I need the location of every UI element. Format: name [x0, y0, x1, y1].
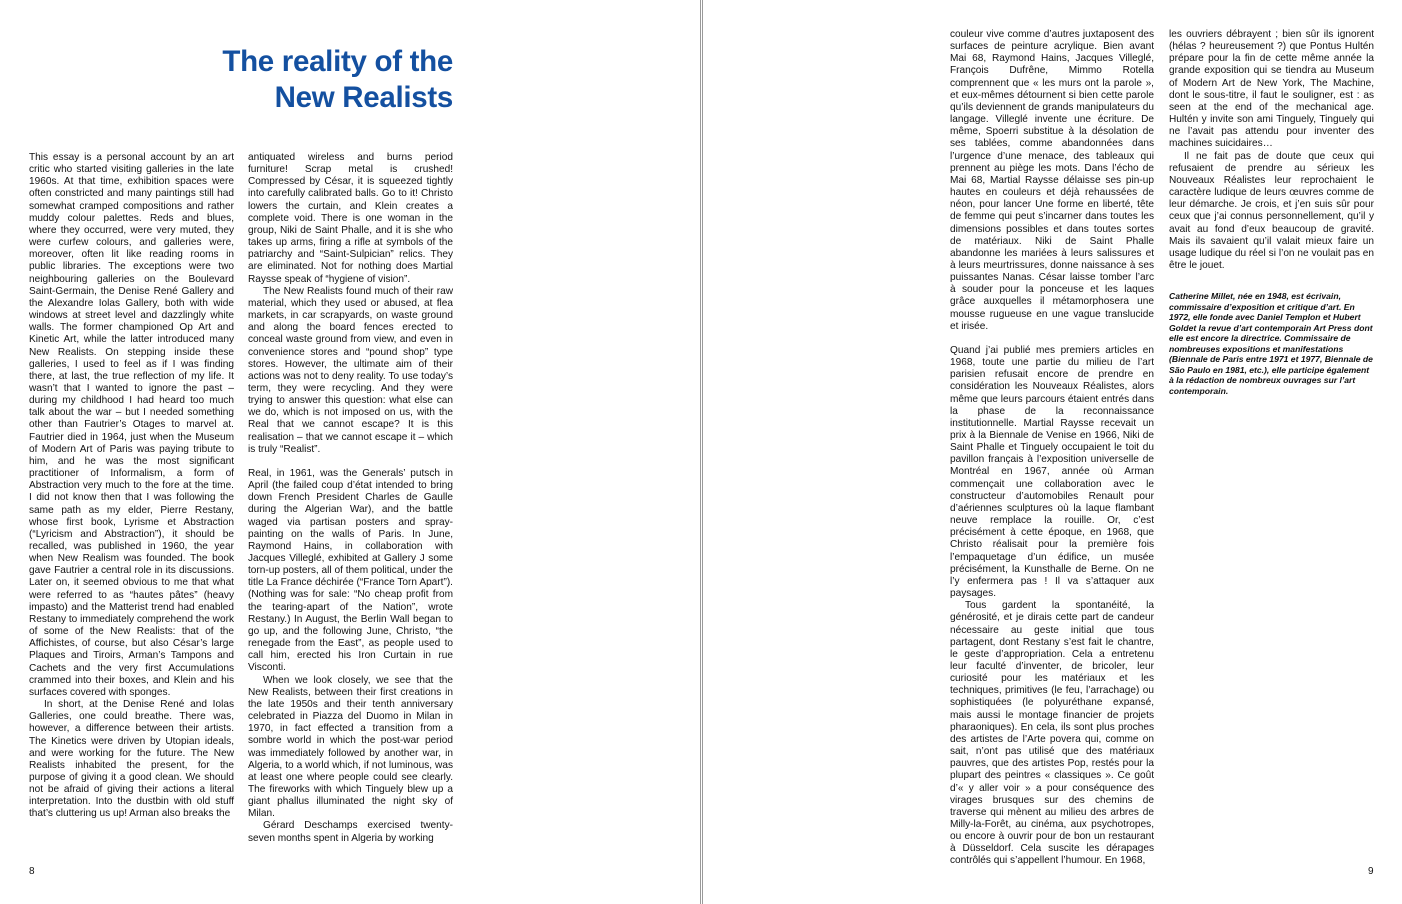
- paragraph: Tous gardent la spontanéité, la générosité, et je dirais cette part de candeur nécessaire au geste initial que tous partagent, dont Restany s’est fait le chantre, le geste d’appropriation. Cela a entretenu leur faculté d’inventer, de bricoler, leur curiosité pour les matériaux et les techniques, primitives (le feu, l’arrachage) ou sophistiquées (le polyuréthane expansé, mais aussi le montage financier de projets pharaoniques). En cela, ils sont plus proches des artistes de l’Arte povera qui, comme on sait, n’ont pas utilisé que des matériaux pauvres, que des artistes Pop, restés pour la plupart des peintres « classiques ». Ce goût d’« y aller voir » a pour conséquence des virages brusques sur des chemins de traverse qui mènent au milieu des arbres de Milly-la-Forêt, au cinéma, aux psychotropes, ou encore à ouvrir pour de bon un restaurant à Düsseldorf. Cela suscite les dérapages contrôlés qui s’appellent l’humour. En 1968,: [950, 600, 1154, 867]
- left-page-column-2: [248, 152, 453, 844]
- author-bio: Catherine Millet, née en 1948, est écrivain, commissaire d’exposition et critique d’art. En 1972, elle fonde avec Daniel Templon et Hubert Goldet la revue d’art contemporain Art Press dont elle est encore la directrice. Commissaire de nombreuses expositions et manifestations (Biennale de Paris entre 1971 et 1977, Biennale de São Paulo en 1981, etc.), elle participe également à la rédaction de nombreux ouvrages sur l’art contemporain.: [1169, 291, 1373, 396]
- title-line-1: The reality of the: [222, 44, 453, 78]
- right-page-column-2: [1169, 29, 1374, 274]
- paragraph: les ouvriers débrayent ; bien sûr ils ignorent (hélas ? heureusement ?) que Pontus Hultén prépare pour la fin de cette même année la grande exposition qui se tiendra au Museum of Modern Art de New York, The Machine, dont le sous-titre, il faut le souligner, est : as seen at the end of the mechanical age. Hultén y invite son ami Tinguely, Tinguely qui ne l’avait pas attendu pour inventer des machines suicidaires…: [1169, 29, 1374, 150]
- paragraph: antiquated wireless and burns period furniture! Scrap metal is crushed! Compressed by César, it is squeezed tightly into carefully calibrated balls. Go to it! Christo lowers the curtain, and Klein creates a complete void. There is one woman in the group, Niki de Saint Phalle, and it is she who takes up arms, firing a rifle at symbols of the patriarchy and “Saint-Sulpician” relics. They are eliminated. Not for nothing does Martial Raysse speak of “hygiene of vision”.: [248, 152, 453, 285]
- paragraph: Gérard Deschamps exercised twenty-seven months spent in Algeria by working: [248, 820, 453, 844]
- paragraph: The New Realists found much of their raw material, which they used or abused, at flea markets, in car scrapyards, on waste ground and along the board fences erected to conceal waste ground from view, and even in convenience stores and “pound shop” type stores. However, the ultimate aim of their actions was not to deny reality. To use today’s term, they were recycling. And they were trying to answer this question: what else can we do, which is not imposed on us, with the Real that we cannot escape? It is this realisation – that we cannot escape it – which is truly “Realist”.: [248, 285, 453, 455]
- article-title: [140, 44, 453, 116]
- right-page-column-1: [950, 29, 1154, 867]
- right-page: [702, 0, 1402, 904]
- paragraph: When we look closely, we see that the New Realists, between their first creations in the late 1950s and their tenth anniversary celebrated in Piazza del Duomo in Milan in 1970, in fact effected a transition from a sombre world in which the post-war period was immediately followed by another war, in Algeria, to a world which, if not luminous, was at least one where people could see clearly. The fireworks with which Tinguely blew up a giant phallus illuminated the night sky of Milan.: [248, 674, 453, 820]
- page-number: 8: [29, 866, 35, 877]
- page-number: 9: [1368, 866, 1374, 877]
- title-line-2: New Realists: [274, 80, 453, 114]
- paragraph: In short, at the Denise René and Iolas Galleries, one could breathe. There was, however, a difference between their artists. The Kinetics were driven by Utopian ideals, and were working for the future. The New Realists inhabited the present, for the purpose of giving it a good clean. We should not be afraid of giving their actions a literal interpretation. Into the dustbin with old stuff that’s cluttering us up! Arman also breaks the: [29, 699, 234, 820]
- paragraph: couleur vive comme d’autres juxtaposent des surfaces de peinture acrylique. Bien avant Mai 68, Raymond Hains, Jacques Villeglé, François Dufrêne, Mimmo Rotella comprennent que « les murs ont la parole », et eux-mêmes détournent si bien cette parole qu’ils deviennent de grands manipulateurs du langage. Villeglé invente une écriture. De même, Spoerri substitue à la désolation de ses tablées, comme abandonnées dans l’urgence d’une menace, des tableaux qui prennent au piège les mots. Dans l’écho de Mai 68, Martial Raysse délaisse ses pin-up hautes en couleurs et déjà rehaussées de néon, pour lancer Une forme en liberté, tête de femme qui peut s’incarner dans toutes les dimensions possibles et dans toutes sortes de matériaux. Niki de Saint Phalle abandonne les mariées à leurs salissures et à leurs meurtrissures, donne naissance à ses puissantes Nanas. César laisse tomber l’arc à souder pour la ponceuse et les laques grâce auxquelles il métamorphosera une mousse rugueuse en une vague translucide et irisée.: [950, 29, 1154, 332]
- paragraph: This essay is a personal account by an art critic who started visiting galleries in the late 1960s. At that time, exhibition spaces were often constricted and many paintings still had somewhat cramped compositions and rather muddy colour palettes. Reds and blues, where they occurred, were very muted, they were curfew colours, and galleries were, moreover, often lit like reading rooms in public libraries. The exceptions were two neighbouring galleries on the Boulevard Saint-Germain, the Denise René Gallery and the Alexandre Iolas Gallery, both with wide windows at street level and dazzlingly white walls. The former championed Op Art and Kinetic Art, while the latter introduced many New Realists. On stepping inside these galleries, I used to feel as if I was finding there, at last, the true reflection of my life. It wasn’t that I wanted to ignore the past – during my childhood I had heard too much talk about the war – but I needed something other than Fautrier’s Otages to marvel at. Fautrier died in 1964, just when the Museum of Modern Art of Paris was paying tribute to him, and he was the most significant practitioner of Informalism, a form of Abstraction very much to the fore at the time. I did not know then that I was following the same path as my elder, Pierre Restany, whose first book, Lyrisme et Abstraction (“Lyricism and Abstraction”), it should be recalled, was published in 1960, the year when New Realism was founded. The book gave Fautrier a central role in its discussions. Later on, it seemed obvious to me that what were referred to as “hautes pâtes” (heavy impasto) and the Matterist trend had enabled Restany to immediately comprehend the work of some of the New Realists: that of the Affichistes, of course, but also César’s large Plaques and Tiroirs, Arman’s Tampons and Cachets and the very first Accumulations crammed into their boxes, and Klein and his surfaces covered with sponges.: [29, 152, 234, 698]
- paragraph: Il ne fait pas de doute que ceux qui refusaient de prendre au sérieux les Nouveaux Réalistes leur reprochaient le caractère ludique de leurs œuvres comme de leur démarche. Je crois, et j’en suis sûr pour ceux que j’ai connus personnellement, qu’il y avait au fond d’eux beaucoup de gravité. Mais ils savaient qu’il valait mieux faire un usage ludique du réel si l’on ne voulait pas en être le jouet.: [1169, 150, 1374, 271]
- paragraph: Real, in 1961, was the Generals’ putsch in April (the failed coup d’état intended to bring down French President Charles de Gaulle during the Algerian War), and the battle waged via partisan posters and spray-painting on the walls of Paris. In June, Raymond Hains, in collaboration with Jacques Villeglé, exhibited at Gallery J some torn-up posters, all of them political, under the title La France déchirée (“France Torn Apart”). (Nothing was for sale: “No cheap profit from the tearing-apart of the Nation”, wrote Restany.) In August, the Berlin Wall began to go up, and the following June, Christo, “the renegade from the East”, as people used to call him, erected his Iron Curtain in rue Visconti.: [248, 467, 453, 674]
- paragraph: Quand j’ai publié mes premiers articles en 1968, toute une partie du milieu de l’art parisien refusait encore de prendre en considération les Nouveaux Réalistes, alors même que leurs parcours étaient entrés dans la phase de la reconnaissance institutionnelle. Martial Raysse recevait un prix à la Biennale de Venise en 1966, Niki de Saint Phalle et Tinguely occupaient le toit du pavillon français à l’exposition universelle de Montréal en 1967, année où Arman commençait une collaboration avec le constructeur d’automobiles Renault pour d’aériennes sculptures où la laque flambant neuve remplace la rouille. Or, c’est précisément à cette époque, en 1968, que Christo réalisait pour la première fois l’empaquetage d’un édifice, un musée précisément, la Kunsthalle de Berne. On ne l’y enfermera pas ! Il va s’attaquer aux paysages.: [950, 344, 1154, 600]
- left-page-column-1: [29, 152, 234, 822]
